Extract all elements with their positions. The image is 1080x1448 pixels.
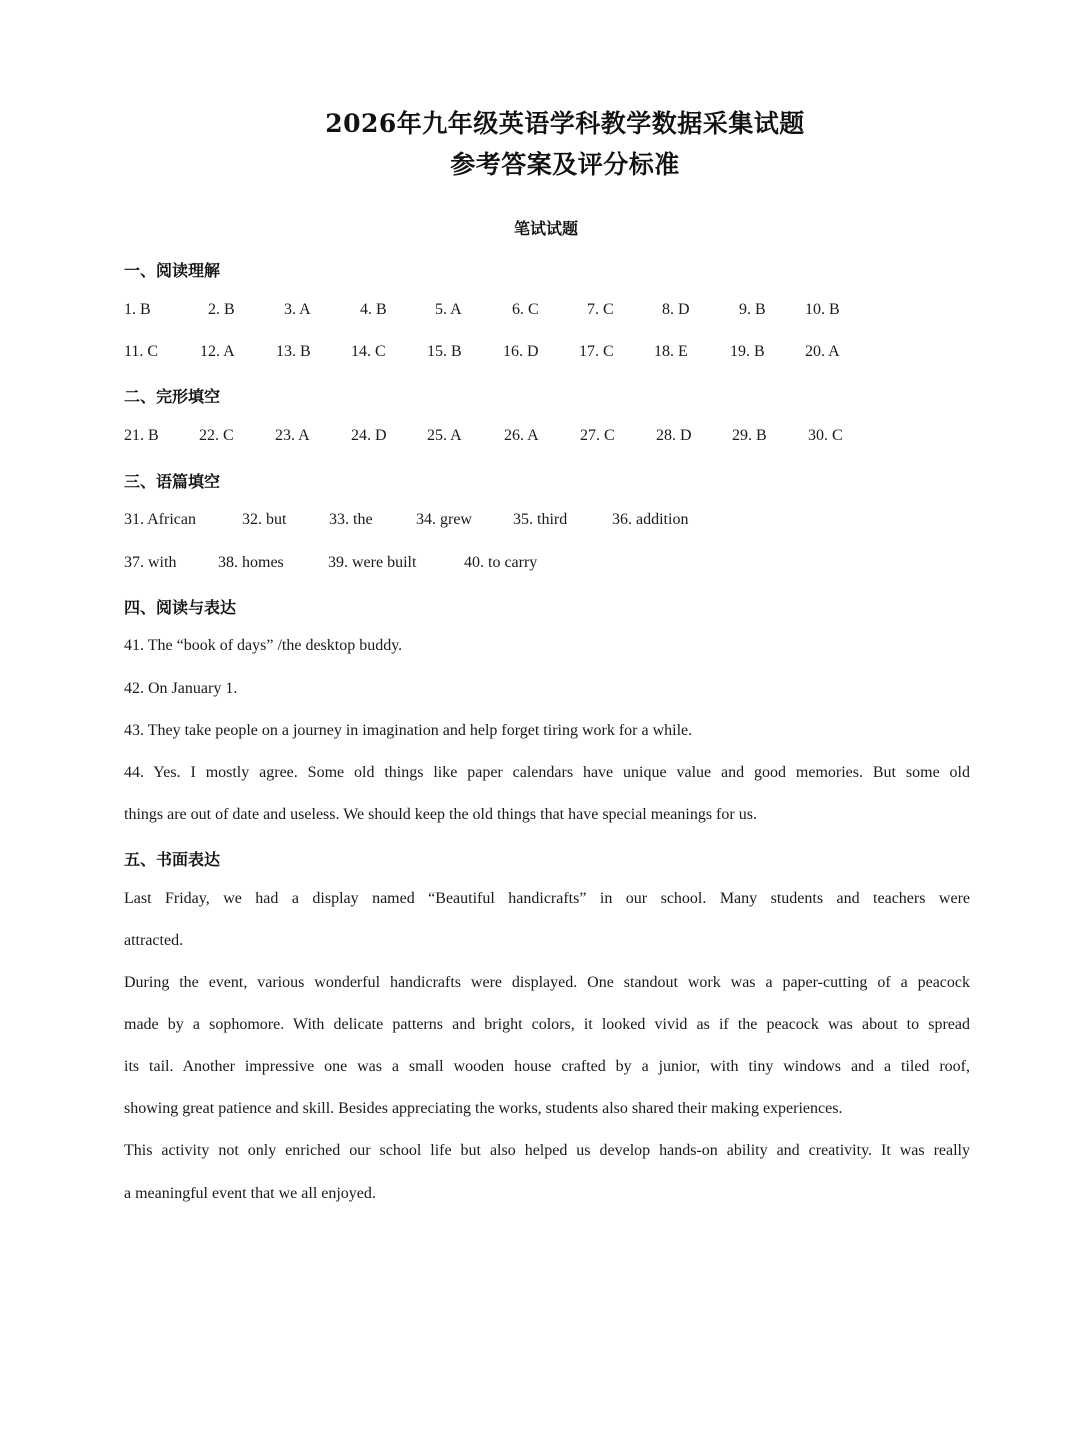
- answer-19: 19. B: [730, 343, 765, 360]
- page-subtitle: 参考答案及评分标准: [450, 150, 680, 179]
- answer-22: 22. C: [199, 427, 234, 444]
- section-label-written-test: 笔试试题: [513, 219, 578, 238]
- answer-40: 40. to carry: [464, 554, 538, 571]
- answer-23: 23. A: [275, 427, 310, 444]
- answer-43: 43. They take people on a journey in imagination and help forget tiring work for a while.: [124, 722, 693, 739]
- answer-18: 18. E: [654, 343, 688, 360]
- essay-p1-line-2: attracted.: [124, 932, 184, 949]
- answer-38: 38. homes: [218, 554, 284, 571]
- answer-36: 36. addition: [612, 511, 689, 528]
- essay-p3-line-1: This activity not only enriched our school life but also helped us develop hands-on ability and creativity. It was really: [124, 1142, 970, 1159]
- answer-2: 2. B: [208, 301, 235, 318]
- essay-p2-line-3: its tail. Another impressive one was a small wooden house crafted by a junior, with tiny windows and a tiled roof,: [124, 1058, 970, 1075]
- answer-17: 17. C: [579, 343, 614, 360]
- essay-p1-line-1: Last Friday, we had a display named “Beautiful handicrafts” in our school. Many students and teachers were: [124, 890, 970, 907]
- answer-27: 27. C: [580, 427, 615, 444]
- answer-4: 4. B: [360, 301, 387, 318]
- essay-p3-line-2: a meaningful event that we all enjoyed.: [124, 1185, 376, 1202]
- section-heading-reading-expression: 四、阅读与表达: [124, 598, 237, 617]
- section-heading-passage-fill: 三、语篇填空: [124, 472, 221, 491]
- answer-15: 15. B: [427, 343, 462, 360]
- answer-14: 14. C: [351, 343, 386, 360]
- page-title: 2026年九年级英语学科教学数据采集试题: [325, 109, 805, 138]
- answer-3: 3. A: [284, 301, 311, 318]
- answer-26: 26. A: [504, 427, 539, 444]
- answer-9: 9. B: [739, 301, 766, 318]
- answer-5: 5. A: [435, 301, 462, 318]
- answer-12: 12. A: [200, 343, 235, 360]
- answer-16: 16. D: [503, 343, 539, 360]
- essay-p2-line-1: During the event, various wonderful handicrafts were displayed. One standout work was a paper-cutting of a peacock: [124, 974, 970, 991]
- answer-25: 25. A: [427, 427, 462, 444]
- answer-8: 8. D: [662, 301, 690, 318]
- answer-31: 31. African: [124, 511, 196, 528]
- answer-34: 34. grew: [416, 511, 472, 528]
- answer-42: 42. On January 1.: [124, 680, 238, 697]
- answer-13: 13. B: [276, 343, 311, 360]
- answer-24: 24. D: [351, 427, 387, 444]
- section-heading-cloze: 二、完形填空: [124, 387, 221, 406]
- answer-37: 37. with: [124, 554, 177, 571]
- section-heading-reading: 一、阅读理解: [124, 261, 221, 280]
- answer-39: 39. were built: [328, 554, 417, 571]
- section-heading-writing: 五、书面表达: [124, 850, 221, 869]
- essay-p2-line-4: showing great patience and skill. Besides appreciating the works, students also shared their making experiences.: [124, 1100, 843, 1117]
- answer-7: 7. C: [587, 301, 614, 318]
- answer-28: 28. D: [656, 427, 692, 444]
- answer-10: 10. B: [805, 301, 840, 318]
- answer-41: 41. The “book of days” /the desktop buddy.: [124, 637, 403, 654]
- answer-11: 11. C: [124, 343, 159, 360]
- essay-p2-line-2: made by a sophomore. With delicate patterns and bright colors, it looked vivid as if the peacock was about to spread: [124, 1016, 970, 1033]
- answer-29: 29. B: [732, 427, 767, 444]
- answer-44-line-1: 44. Yes. I mostly agree. Some old things like paper calendars have unique value and good memories. But some old: [124, 764, 970, 781]
- answer-1: 1. B: [124, 301, 151, 318]
- answer-33: 33. the: [329, 511, 373, 528]
- answer-21: 21. B: [124, 427, 159, 444]
- answer-44-line-2: things are out of date and useless. We should keep the old things that have special meanings for us.: [124, 806, 757, 823]
- answer-6: 6. C: [512, 301, 539, 318]
- answer-32: 32. but: [242, 511, 287, 528]
- answer-30: 30. C: [808, 427, 843, 444]
- answer-35: 35. third: [513, 511, 568, 528]
- answer-20: 20. A: [805, 343, 840, 360]
